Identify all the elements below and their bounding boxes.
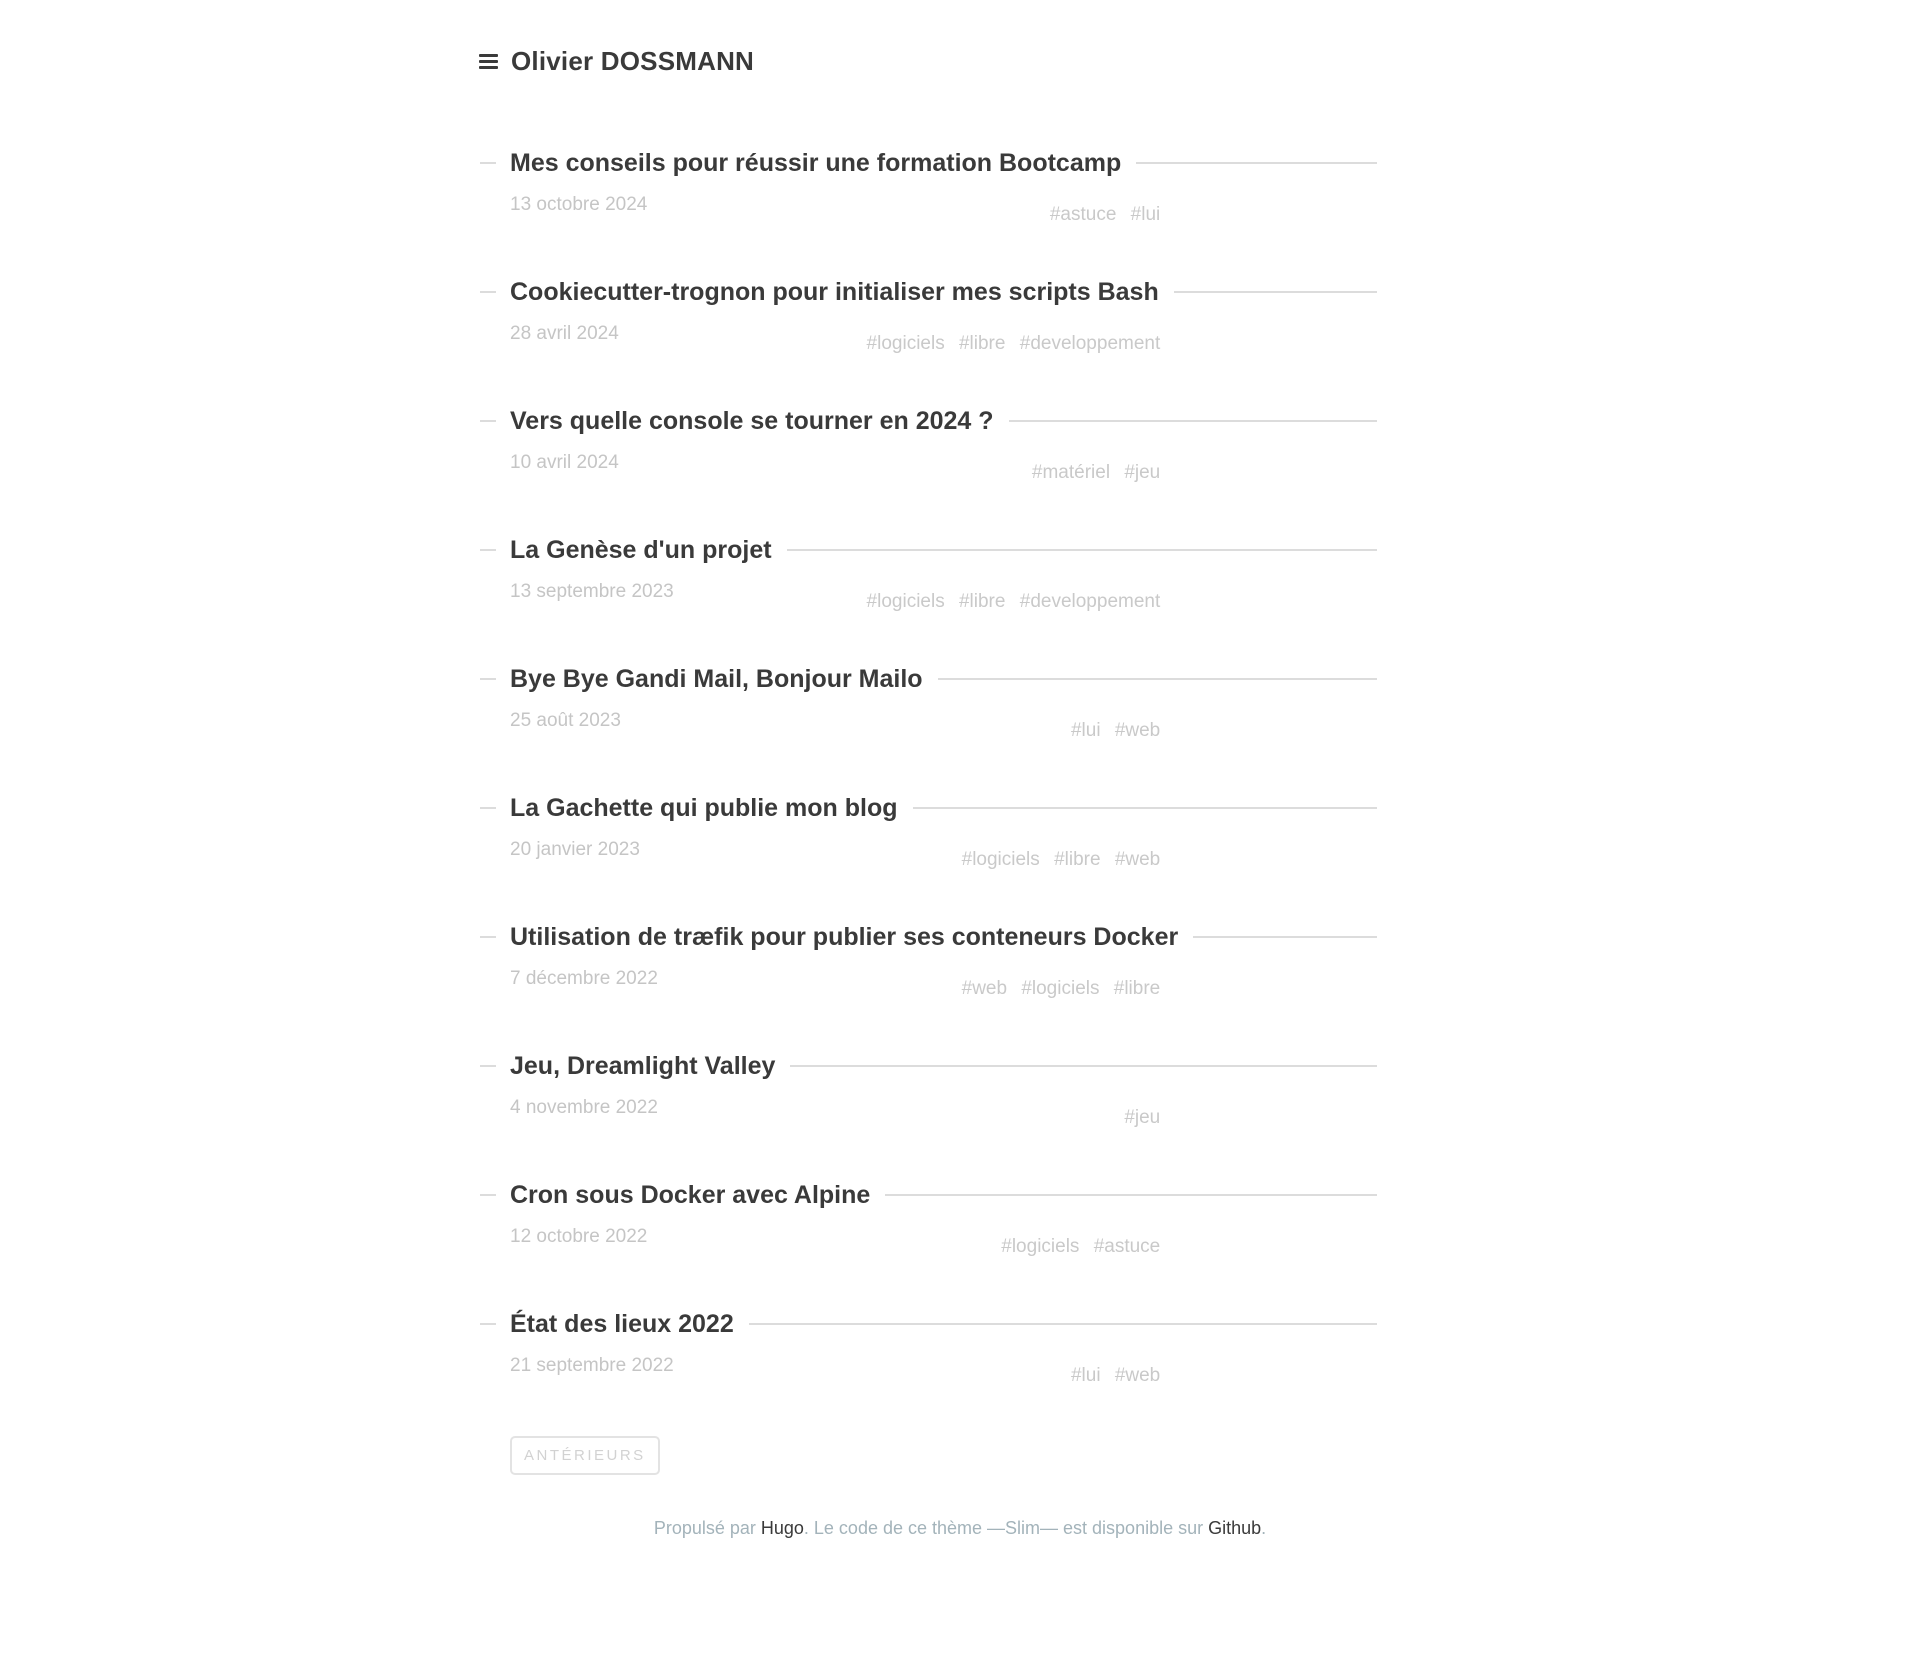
post-date: 25 août 2023 [510,710,621,731]
footer-text: . [1261,1518,1267,1538]
post-tags [1001,1234,1160,1260]
post-tag[interactable]: #libre [1054,849,1101,870]
post-date: 12 octobre 2022 [510,1226,648,1247]
post-title [510,920,1377,954]
post-title-link[interactable]: Vers quelle console se tourner en 2024 ? [510,407,994,435]
post-title-link[interactable]: État des lieux 2022 [510,1310,734,1338]
post-tag[interactable]: #matériel [1031,462,1111,483]
post-tag[interactable]: #web [961,978,1008,999]
post-item [510,791,1410,873]
post-item [510,662,1410,744]
post-date: 10 avril 2024 [510,452,619,473]
post-tag[interactable]: #jeu [1124,462,1161,483]
post-tag[interactable]: #lui [1070,1365,1101,1386]
post-meta [510,579,1377,615]
post-meta [510,1224,1377,1260]
post-meta [510,1095,1377,1131]
site-title[interactable]: Olivier DOSSMANN [511,46,755,76]
post-item [510,275,1410,357]
older-posts-button[interactable]: ANTÉRIEURS [510,1436,660,1475]
post-meta [510,837,1377,873]
post-tags [962,976,1161,1002]
post-tag[interactable]: #developpement [1019,333,1161,354]
post-title-link[interactable]: Cron sous Docker avec Alpine [510,1181,871,1209]
post-item [510,1307,1410,1389]
post-title [510,791,1377,825]
post-meta [510,192,1377,228]
post-tag[interactable]: #libre [958,333,1006,354]
post-tag[interactable]: #developpement [1019,591,1161,612]
post-tags [1032,460,1160,486]
post-title [510,662,1377,696]
post-title-link[interactable]: Mes conseils pour réussir une formation Bootcamp [510,149,1122,177]
post-tag[interactable]: #web [1114,849,1161,870]
page-container [510,43,1410,1571]
post-date: 28 avril 2024 [510,323,619,344]
post-item [510,920,1410,1002]
post-tag[interactable]: #lui [1130,204,1161,225]
post-title-link[interactable]: Bye Bye Gandi Mail, Bonjour Mailo [510,665,923,693]
site-header [510,43,1410,79]
post-item [510,146,1410,228]
post-tag[interactable]: #lui [1070,720,1101,741]
post-title [510,1307,1377,1341]
pagination [510,1436,1410,1475]
post-title [510,1178,1377,1212]
post-tag[interactable]: #astuce [1093,1236,1161,1257]
post-title-link[interactable]: Utilisation de træfik pour publier ses conteneurs Docker [510,923,1179,951]
post-meta [510,708,1377,744]
post-tag[interactable]: #logiciels [866,333,945,354]
footer-text: Propulsé par [653,1518,761,1538]
post-tag[interactable]: #logiciels [866,591,945,612]
post-tag[interactable]: #logiciels [961,849,1040,870]
hugo-link[interactable]: Hugo [760,1518,804,1538]
post-title [510,146,1377,180]
post-meta [510,450,1377,486]
post-tags [867,589,1161,615]
post-title [510,533,1377,567]
site-footer [510,1515,1410,1571]
post-date: 13 octobre 2024 [510,194,648,215]
post-tag[interactable]: #jeu [1124,1107,1161,1128]
post-item [510,1049,1410,1131]
post-meta [510,1353,1377,1389]
post-title [510,1049,1377,1083]
post-date: 7 décembre 2022 [510,968,658,989]
post-tags [1124,1105,1160,1131]
post-tags [1071,718,1160,744]
post-tag[interactable]: #logiciels [1001,1236,1080,1257]
post-date: 20 janvier 2023 [510,839,640,860]
post-title-link[interactable]: Cookiecutter-trognon pour initialiser mes scripts Bash [510,278,1159,306]
post-title-link[interactable]: Jeu, Dreamlight Valley [510,1052,776,1080]
post-title [510,404,1377,438]
post-tags [867,331,1161,357]
post-item [510,533,1410,615]
post-tag[interactable]: #libre [1113,978,1161,999]
post-item [510,404,1410,486]
post-tag[interactable]: #astuce [1049,204,1117,225]
post-tags [1071,1363,1160,1389]
post-title-link[interactable]: La Genèse d'un projet [510,536,772,564]
footer-text: . Le code de ce thème —Slim— est disponible sur [803,1518,1209,1538]
post-date: 4 novembre 2022 [510,1097,658,1118]
post-title [510,275,1377,309]
posts-list [510,146,1410,1475]
hamburger-menu-icon[interactable] [479,54,498,69]
post-meta [510,321,1377,357]
post-tags [962,847,1161,873]
post-tag[interactable]: #web [1114,720,1161,741]
post-tags [1050,202,1160,228]
post-meta [510,966,1377,1002]
post-tag[interactable]: #libre [958,591,1006,612]
post-tag[interactable]: #web [1114,1365,1161,1386]
github-link[interactable]: Github [1208,1518,1262,1538]
post-tag[interactable]: #logiciels [1021,978,1100,999]
post-item [510,1178,1410,1260]
post-date: 21 septembre 2022 [510,1355,674,1376]
post-title-link[interactable]: La Gachette qui publie mon blog [510,794,898,822]
post-date: 13 septembre 2023 [510,581,674,602]
